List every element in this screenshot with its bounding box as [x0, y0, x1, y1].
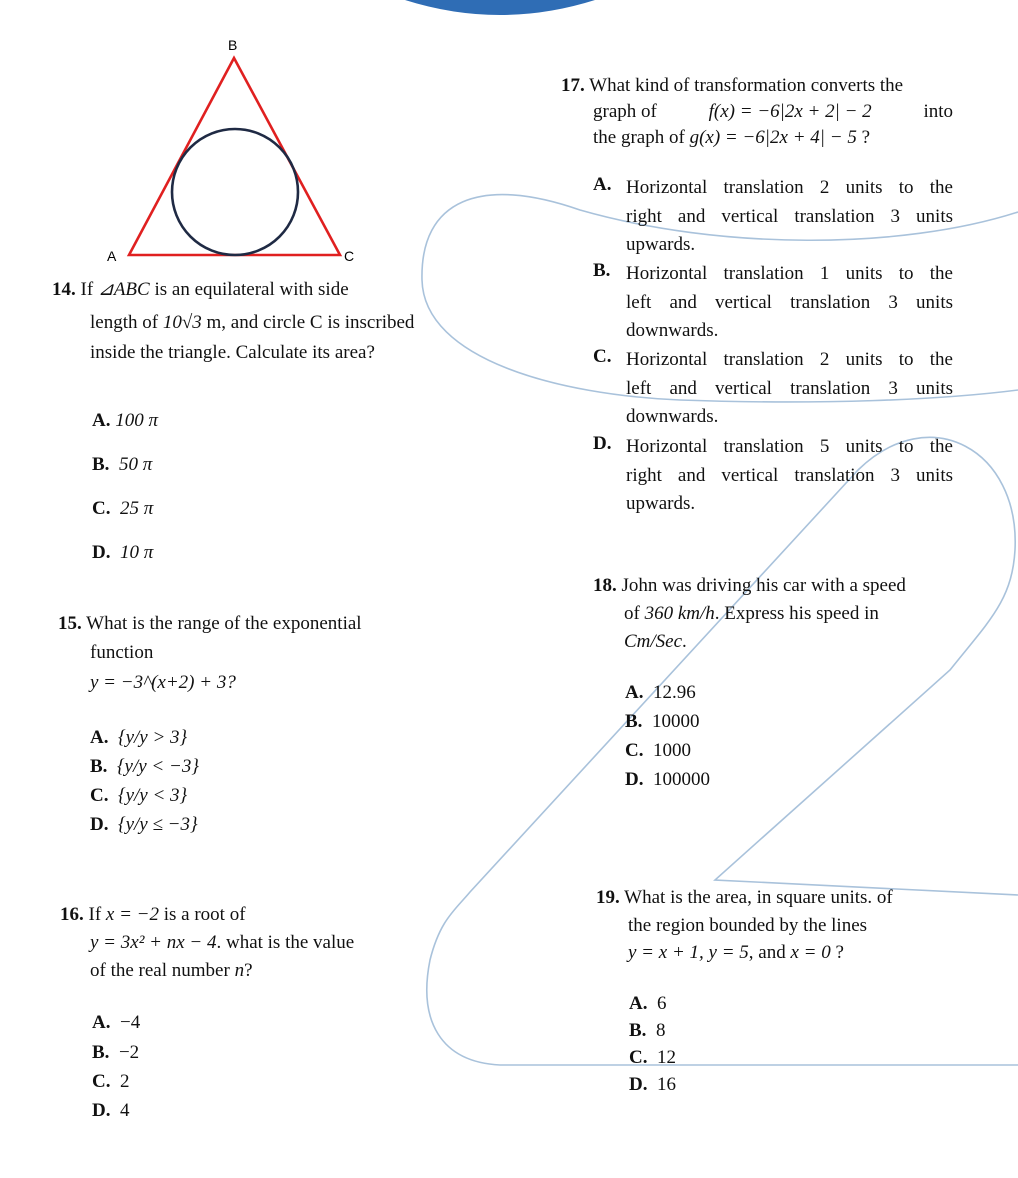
q15-option-b[interactable]: B. {y/y < −3} — [90, 756, 199, 777]
q18-math-speed: 360 km/h — [644, 603, 715, 624]
q16-option-b[interactable]: B. −2 — [92, 1042, 140, 1063]
q14-text-1a: If — [80, 279, 98, 300]
q16-math-equation: y = 3x² + nx − 4 — [90, 932, 217, 953]
q16-text-3a: of the real number — [90, 960, 235, 981]
q16-text-2: . what is the value — [216, 932, 355, 953]
question-number: 19. — [596, 887, 620, 908]
q14-math-triangle: ⊿ABC — [97, 279, 150, 300]
q18-option-d[interactable]: D. 100000 — [625, 769, 710, 790]
q18-text-2a: of — [624, 603, 645, 624]
question-number: 17. — [561, 75, 585, 96]
q14-math-side: 10√3 — [162, 312, 202, 333]
q18-text-3: . — [682, 631, 687, 652]
q15-text-1: What is the range of the exponential — [86, 613, 362, 634]
q17-math-g: g(x) = −6|2x + 4| − 5 — [689, 127, 857, 148]
q16-option-c[interactable]: C. 2 — [92, 1071, 130, 1092]
vertex-label-c: C — [344, 248, 355, 264]
q19-option-c[interactable]: C. 12 — [629, 1047, 676, 1068]
q19-option-b[interactable]: B. 8 — [629, 1020, 666, 1041]
q15-option-d[interactable]: D. {y/y ≤ −3} — [90, 814, 198, 835]
q19-text-1: What is the area, in square units. of — [624, 887, 893, 908]
q18-option-a[interactable]: A. 12.96 — [625, 682, 696, 703]
q16-math-root: x = −2 — [105, 904, 159, 925]
question-number: 18. — [593, 575, 617, 596]
q19-text-3a: , and — [748, 942, 791, 963]
q14-option-a[interactable]: A. 100 π — [92, 410, 159, 431]
q14-option-d[interactable]: D. 10 π — [92, 542, 154, 563]
q18-text-2b: . Express his speed in — [714, 603, 879, 624]
q16-option-a[interactable]: A. −4 — [92, 1012, 141, 1033]
q16-option-d[interactable]: D. 4 — [92, 1100, 130, 1121]
q15-option-a[interactable]: A. {y/y > 3} — [90, 727, 188, 748]
q14-text-2b: m, and circle C is inscribed — [201, 312, 415, 333]
question-number: 15. — [58, 613, 82, 634]
q17-math-f: f(x) = −6|2x + 2| − 2 — [708, 101, 872, 122]
q14-text-2a: length of — [90, 312, 163, 333]
q16-text-1a: If — [88, 904, 106, 925]
q16-text-1b: is a root of — [158, 904, 246, 925]
q19-text-3b: ? — [830, 942, 844, 963]
q19-math-x0: x = 0 — [790, 942, 831, 963]
q18-text-1: John was driving his car with a speed — [621, 575, 906, 596]
q14-text-3: inside the triangle. Calculate its area? — [90, 342, 375, 363]
q16-math-n: n — [234, 960, 245, 981]
q14-option-b[interactable]: B. 50 π — [92, 454, 153, 475]
q17-text-2b: into — [923, 101, 953, 122]
inscribed-circle — [172, 129, 298, 255]
q17-text-3a: the graph of — [593, 127, 690, 148]
equilateral-triangle — [129, 58, 340, 255]
q15-option-c[interactable]: C. {y/y < 3} — [90, 785, 188, 806]
q16-text-3b: ? — [244, 960, 253, 981]
q17-text-1: What kind of transformation converts the — [589, 75, 904, 96]
q18-math-unit: Cm/Sec — [624, 631, 683, 652]
header-logo-shape — [405, 0, 595, 15]
q14-text-1b: is an equilateral with side — [149, 279, 349, 300]
vertex-label-b: B — [228, 37, 238, 53]
triangle-figure — [100, 30, 370, 270]
q19-text-2: the region bounded by the lines — [628, 915, 868, 936]
q19-option-d[interactable]: D. 16 — [629, 1074, 676, 1095]
q14-option-c[interactable]: C. 25 π — [92, 498, 154, 519]
vertex-label-a: A — [107, 248, 117, 264]
q17-text-3b: ? — [856, 127, 871, 148]
q18-option-c[interactable]: C. 1000 — [625, 740, 691, 761]
question-number: 14. — [52, 279, 76, 300]
q19-option-a[interactable]: A. 6 — [629, 993, 667, 1014]
question-number: 16. — [60, 904, 84, 925]
q17-text-2a: graph of — [593, 101, 657, 122]
q18-option-b[interactable]: B. 10000 — [625, 711, 700, 732]
q15-text-2: function — [90, 642, 154, 663]
q19-math-lines: y = x + 1, y = 5 — [628, 942, 749, 963]
loop-curve-lower — [427, 437, 1018, 1065]
q15-function: y = −3^(x+2) + 3? — [90, 672, 236, 693]
